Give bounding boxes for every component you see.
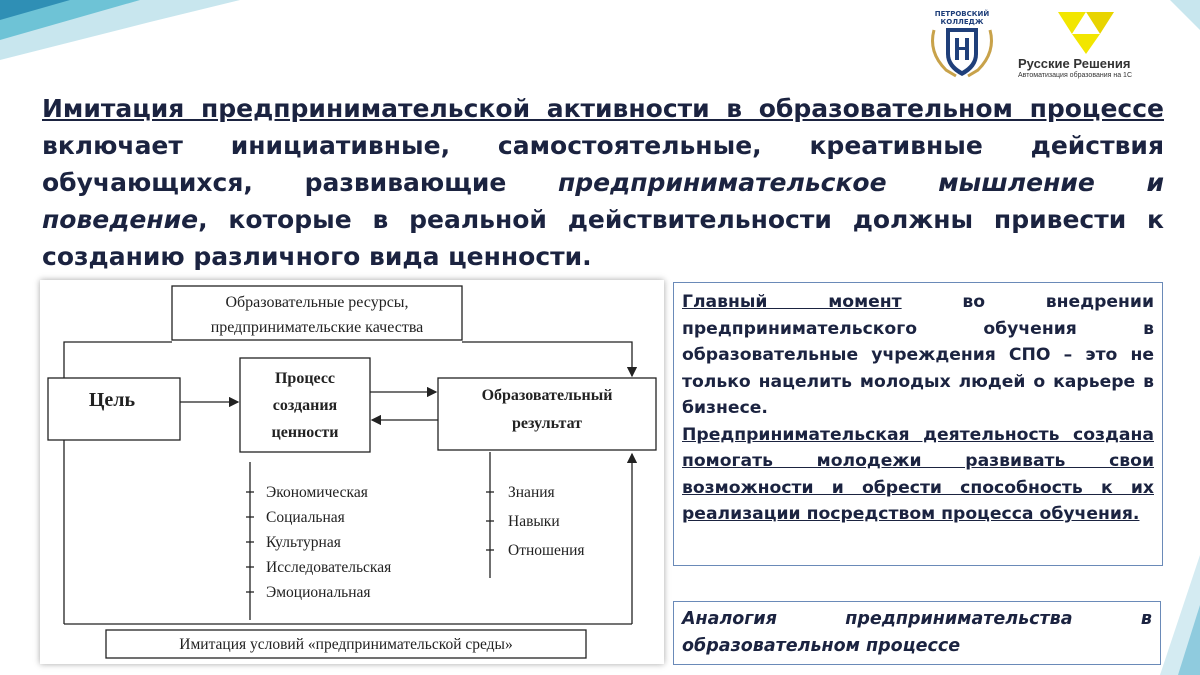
partner-name: Русские Решения [1018,56,1131,71]
result-label-1: Образовательный [481,387,613,404]
result-type-item: Отношения [508,542,585,559]
college-name: ПЕТРОВСКИЙ КОЛЛЕДЖ [934,10,990,26]
process-label-2: создания [272,397,338,414]
resources-label-1: Образовательные ресурсы, [225,294,409,311]
environment-label: Имитация условий «предпринимательской среды» [179,636,513,653]
result-type-item: Навыки [508,513,560,530]
value-type-item: Исследовательская [266,559,392,576]
key-point-text: во внедрении предпринимательского обучения в образовательные учреждения СПО – это не только нацелить молодых людей о карьере в бизнесе. [682,292,1154,418]
caption-box: Аналогия предпринимательства в образовательном процессе [673,601,1161,665]
college-crest-icon [926,8,998,84]
value-type-item: Экономическая [266,484,368,501]
value-type-item: Эмоциональная [266,584,371,601]
result-label-2: результат [511,415,583,432]
partner-tagline: Автоматизация образования на 1С [1018,72,1133,79]
resources-label-2: предпринимательские качества [210,319,424,336]
key-point-paragraph-2: Предпринимательская деятельность создана помогать молодежи развивать свои возможности и обрести способность к их реализации посредством процесса обучения. [682,424,1154,524]
russkie-resheniya-logo-icon [1056,10,1116,56]
corner-decoration-top-left [0,0,260,60]
heading-underlined-term: Имитация предпринимательской активности в образовательном процессе [42,94,1164,123]
heading-text: включает инициативные, самостоятельные, креативные действия обучающихся, развивающие [42,131,1164,197]
process-label-1: Процесс [274,370,336,387]
value-creation-diagram [40,280,664,664]
key-point-box [673,282,1163,566]
key-point-term: Главный момент [682,292,902,312]
heading-text-end: , которые в реальной действительности должны привести к созданию различного вида ценности. [42,205,1164,271]
key-point-paragraph-1 [682,289,1154,422]
heading-paragraph [42,90,1164,275]
value-type-item: Социальная [266,509,345,526]
heading-italic-term: предпринимательское мышление и поведение [42,168,1164,234]
goal-label: Цель [88,389,136,411]
result-type-item: Знания [508,484,555,501]
process-label-3: ценности [271,424,339,441]
value-type-item: Культурная [266,534,341,551]
corner-decoration-top-right [1140,0,1200,60]
